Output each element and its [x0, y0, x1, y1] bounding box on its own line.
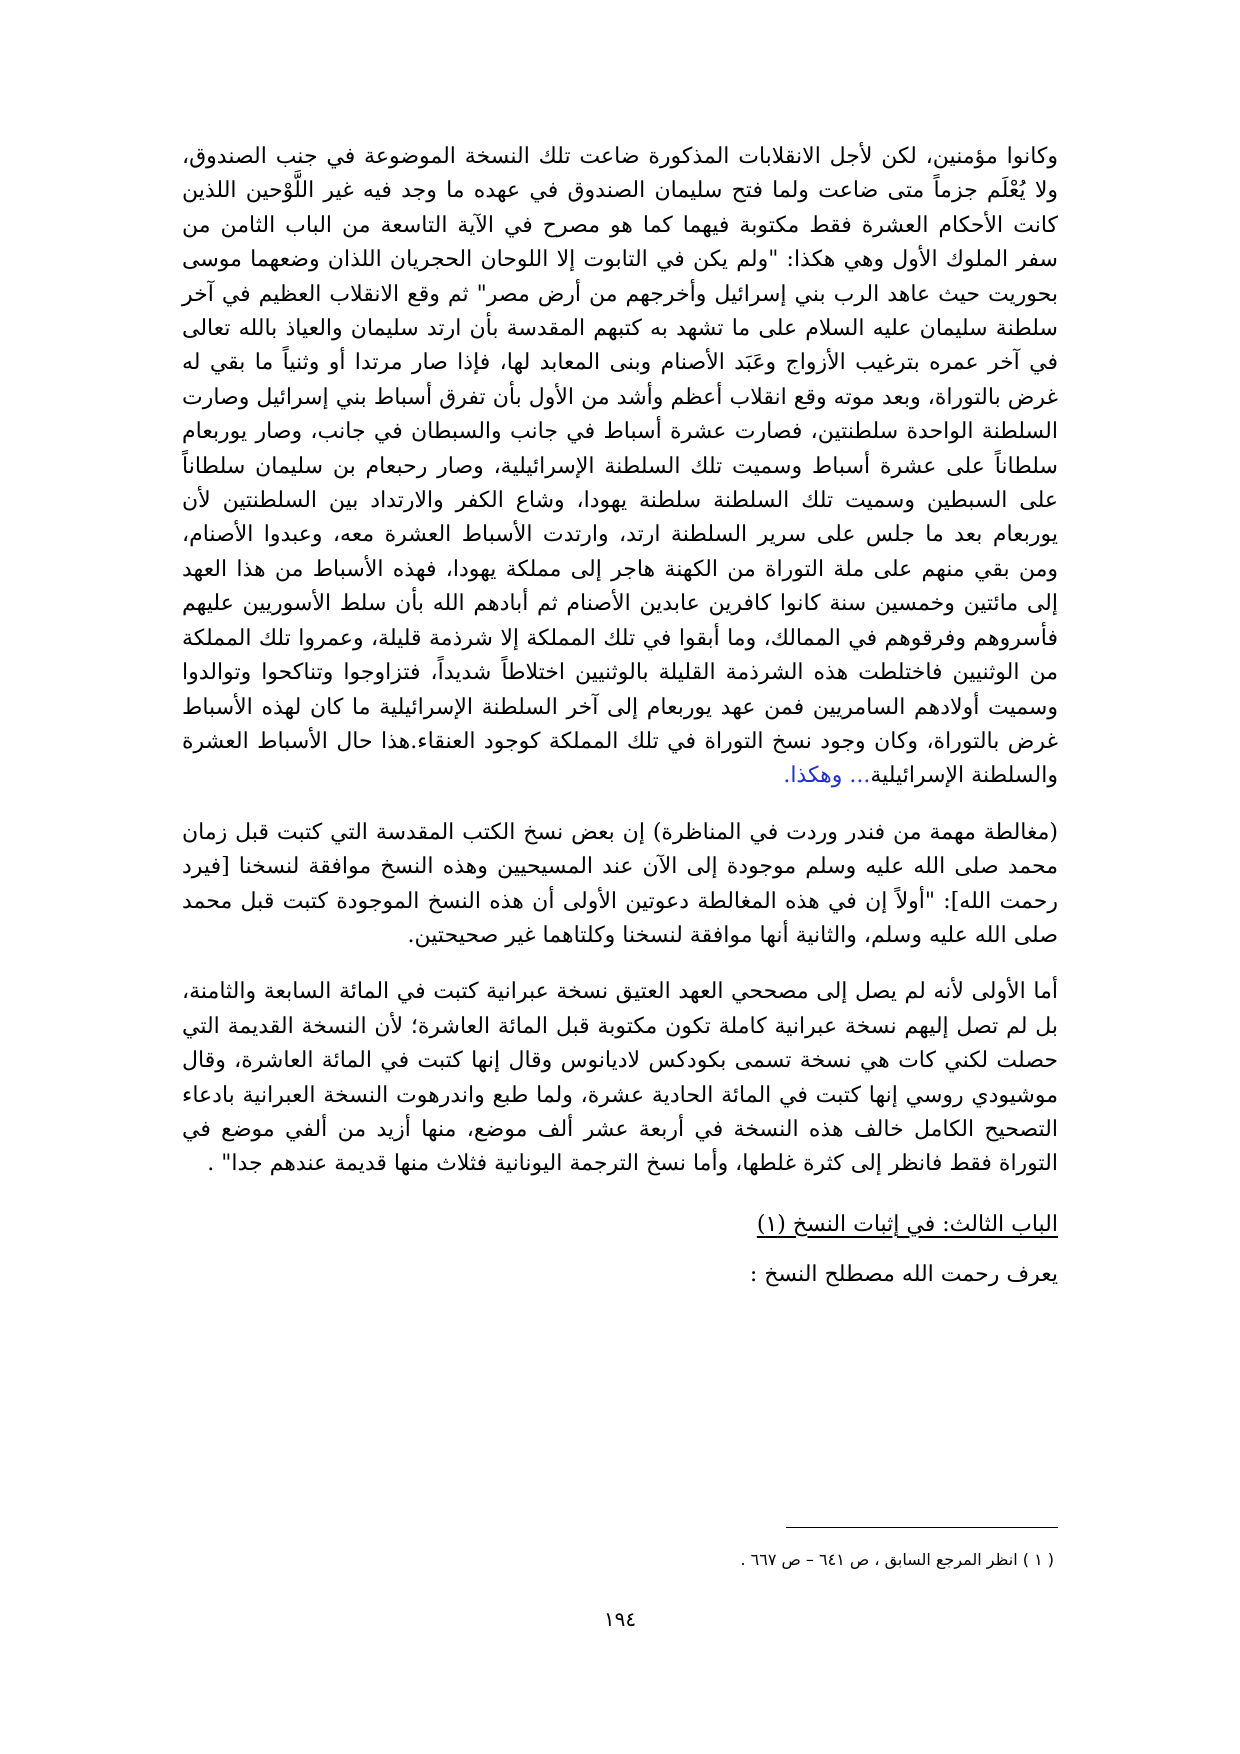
- paragraph-3: أما الأولى لأنه لم يصل إلى مصححي العهد العتيق نسخة عبرانية كتبت في المائة السابعة والثامنة، بل لم تصل إليهم نسخة عبرانية كاملة تكون مكتوبة قبل المائة العاشرة؛ لأن النسخة القديمة التي حصلت لكني كات هي نسخة تسمى بكودكس لاديانوس وقال إنها كتبت في المائة العاشرة، وقال موشيودي روسي إنها كتبت في المائة الحادية عشرة، ولما طبع واندرهوت النسخة العبرانية بادعاء التصحيح الكامل خالف هذه النسخة في أربعة عشر ألف موضع، منها أزيد من ألفي موضع في التوراة فقط فانظر إلى كثرة غلطها، وأما نسخ الترجمة اليونانية فثلاث منها قديمة عندهم جدا" .: [182, 979, 1058, 1177]
- paragraph-1-ending: ... وهكذا.: [783, 763, 871, 789]
- paragraph-1-text: وكانوا مؤمنين، لكن لأجل الانقلابات المذكورة ضاعت تلك النسخة الموضوعة في جنب الصندوق، ولا يُعْلَم جزماً متى ضاعت ولما فتح سليمان الصندوق في عهده ما وجد فيه غير اللَّوْحين اللذين كانت الأحكام العشرة فقط مكتوبة فيهما كما هو مصرح في الآية التاسعة من الباب الثامن من سفر الملوك الأول وهي هكذا: "ولم يكن في التابوت إلا اللوحان الحجريان اللذان وضعهما موسى بحوريت حيث عاهد الرب بني إسرائيل وأخرجهم من أرض مصر" ثم وقع الانقلاب العظيم في آخر سلطنة سليمان عليه السلام على ما تشهد به كتبهم المقدسة بأن ارتد سليمان والعياذ بالله تعالى في آخر عمره بترغيب الأزواج وعَبَد الأصنام وبنى المعابد لها، فإذا صار مرتدا أو وثنياً ما بقي له غرض بالتوراة، وبعد موته وقع انقلاب أعظم وأشد من الأول بأن تفرق أسباط بني إسرائيل وصارت السلطنة الواحدة سلطنتين، فصارت عشرة أسباط في جانب والسبطان في جانب، وصار يوربعام سلطاناً على عشرة أسباط وسميت تلك السلطنة الإسرائيلية، وصار رحبعام بن سليمان سلطاناً على السبطين وسميت تلك السلطنة سلطنة يهودا، وشاع الكفر والارتداد بين السلطنتين لأن يوربعام بعد ما جلس على سرير السلطنة ارتد، وارتدت الأسباط العشرة معه، وعبدوا الأصنام، ومن بقي منهم على ملة التوراة من الكهنة هاجر إلى مملكة يهودا، فهذه الأسباط من هذا العهد إلى مائتين وخمسين سنة كانوا كافرين عابدين الأصنام ثم أبادهم الله بأن سلط الأسوريين عليهم فأسروهم وفرقوهم في الممالك، وما أبقوا في تلك المملكة إلا شرذمة قليلة، وعمروا تلك المملكة من الوثنيين فاختلطت هذه الشرذمة القليلة بالوثنيين اختلاطاً شديداً، فتزاوجوا وتناكحوا وتوالدوا وسميت أولادهم السامريين فمن عهد يوربعام إلى آخر السلطنة الإسرائيلية ما كان لهذه الأسباط غرض بالتوراة، وكان وجود نسخ التوراة في تلك المملكة كوجود العنقاء.هذا حال الأسباط العشرة والسلطنة الإسرائيلية: [182, 144, 1059, 789]
- page-number: ١٩٤: [603, 1607, 637, 1631]
- definition-intro: يعرف رحمت الله مصطلح النسخ :: [749, 1261, 1058, 1287]
- paragraph-1: [182, 140, 1058, 794]
- section-heading: الباب الثالث: في إثبات النسخ (١): [756, 1211, 1058, 1237]
- page-body: [182, 140, 1058, 1292]
- footnote-divider: [786, 1527, 1058, 1528]
- paragraph-2: (مغالطة مهمة من فندر وردت في المناظرة) إن بعض نسخ الكتب المقدسة التي كتبت قبل زمان محمد صلى الله عليه وسلم موجودة إلى الآن عند المسيحيين وهذه النسخ موافقة لنسخنا [فيرد رحمت الله]: "أولاً إن في هذه المغالطة دعوتين الأولى أن هذه النسخ الموجودة كتبت قبل محمد صلى الله عليه وسلم، والثانية أنها موافقة لنسخنا وكلتاهما غير صحيحتين.: [182, 819, 1058, 948]
- footnote: ( ١ ) انظر المرجع السابق ، ص ٦٤١ – ص ٦٦٧ .: [740, 1550, 1054, 1569]
